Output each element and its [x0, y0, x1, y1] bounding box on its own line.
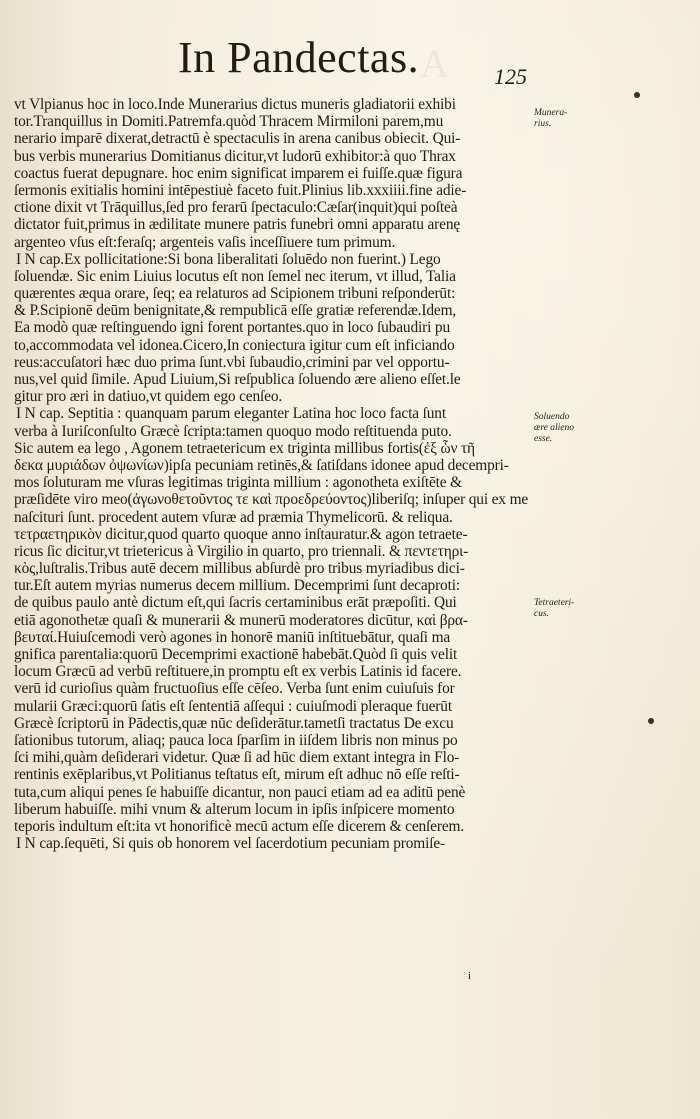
text-line: δεκα μυριάδων ὀψωνίων)ipſa pecuniam retinēs,& ſatiſdans idonee apud decempri- — [14, 456, 509, 474]
running-head: In Pandectas. — [178, 33, 420, 82]
text-line: rentinis exēplaribus,vt Politianus teſtatus eſt, mirum eſt adhuc nō eſſe reſti- — [14, 766, 460, 784]
text-line: tor.Tranquillus in Domiti.Patremfa.quòd Thracem Mirmiloni parem,mu — [14, 113, 444, 131]
text-line: κὸς,luſtralis.Tribus autē decem millibus abſurdè pro tribus myriadibus dici- — [14, 560, 465, 578]
text-line: I N cap.ſequēti, Si quis ob honorem vel ſacerdotium pecuniam promiſe- — [16, 835, 446, 853]
margin-note-munerarius: Munera- rius. — [534, 108, 568, 129]
text-line: to,accommodata vel idonea.Cicero,In coniectura igitur cum eſt inficiando — [14, 336, 455, 354]
text-line: locum Græcū ad verbū reſtituere,in promptu eſt ex verbis Latinis id facere. — [14, 663, 462, 681]
text-line: vt Vlpianus hoc in loco.Inde Munerarius dictus muneris gladiatorii exhibi — [14, 96, 456, 113]
text-line: liberum habuiſſe. mihi vnum & alterum locum in ipſis inſpicere momento — [14, 800, 455, 818]
text-line: βευταί.Huiuſcemodi verò agones in honorē maniū inſtituebātur, quaſi ma — [14, 628, 451, 646]
margin-note-tetraetericus: Tetraeteri- cus. — [534, 598, 575, 619]
text-line: ricus ſic dicitur,vt trietericus à Virgilio in quarto, pro triennali. & πεντετηρι- — [14, 542, 469, 560]
text-line: mos ſoluturam me vſuras legitimas triginta millium : agonotheta exiſtēte & — [14, 474, 462, 492]
text-line: Græcè ſcriptorū in Pādectis,quæ nūc deſiderātur.tametſi tractatus De excu — [14, 714, 454, 732]
text-line: ſoluendæ. Sic enim Liuius locutus eſt non ſemel nec iterum, vt illud, Talia — [14, 267, 456, 285]
text-line: ctione dixit vt Trāquillus,ſed pro ferarū ſpectaculo:Cæſar(inquit)qui poſteà — [14, 199, 458, 217]
text-line: quærentes æqua orare, ſeq; ea relaturos ad Scipionem tribuni reſponderūt: — [14, 285, 456, 303]
text-line: I N cap.Ex pollicitatione:Si bona liberalitati ſoluēdo non fuerint.) Lego — [16, 250, 441, 268]
text-line: etiā agonothetæ quaſi & munerarii & munerū moderatores dicūtur, καὶ βρα- — [14, 611, 468, 629]
catchword: i — [468, 970, 472, 982]
text-line: dictator fuit,primus in ædilitate munere patris funebri omni apparatu arenę — [14, 216, 461, 234]
text-line: præſidēte viro meo(ἀγωνοθετοῦντος τε καὶ προεδρεύοντος)liberiſq; inſuper qui ex me — [14, 491, 529, 509]
text-line: tuta,cum aliqui penes ſe habuiſſe dicantur, non pauci etiam ad ea aditū penè — [14, 783, 466, 801]
text-line: tur.Eſt autem myrias numerus decem millium. Decemprimi ſunt decaproti: — [14, 577, 460, 595]
text-line: gnifica parentalia:quorū Decemprimi exactionē habebāt.Quòd ſi quis velit — [14, 646, 458, 663]
text-line: & P.Scipionē deūm benignitate,& rempublicā eſſe gratiæ referendæ.Idem, — [14, 302, 457, 320]
text-line: ſci mihi,quàm deſiderari videtur. Quæ ſi ad hūc diem extant integra in Flo- — [14, 749, 460, 767]
text-line: Ea modò quæ reſtinguendo igni forent portantes.quo in loco ſubaudiri pu — [14, 319, 451, 337]
margin-note-soluendo: Soluendo ære alieno esse. — [534, 412, 575, 444]
text-line: ſationibus tutorum, aliaq; pauca loca ſparſim in iiſdem libris non minus po — [14, 731, 458, 749]
ink-speck — [648, 718, 654, 724]
text-line: argenteo vſus eſt:feraſq; argenteis vaſis inceſſiuere tum primum. — [14, 233, 396, 251]
text-line: I N cap. Septitia : quanquam parum eleganter Latina hoc loco facta ſunt — [16, 405, 446, 423]
text-line: nerario imparē dixerat,detractū è spectaculis in arena canibus obiecit. Qui- — [14, 130, 461, 148]
text-line: coactus fuerat depugnare. hoc enim significat imparem ei fuiſſe.quæ figura — [14, 164, 463, 182]
text-line: reus:accuſatori hæc duo prima ſunt.vbi ſubaudio,crimini par vel opportu- — [14, 353, 450, 371]
text-line: τετραετηρικὸν dicitur,quod quarto quoque anno inſtauratur.& agon tetraete- — [14, 525, 468, 543]
body-text — [14, 96, 534, 852]
ink-speck — [634, 92, 640, 98]
bleed-through-text: A — [420, 41, 449, 86]
text-line: nus,vel quid ſimile. Apud Liuium,Si reſpublica ſoluendo ære alieno eſſet.le — [14, 371, 461, 388]
text-line: mularii Græci:quorū ſatis eſt ſententiā aſſequi : cuiuſmodi pleraque fuerūt — [14, 697, 452, 715]
text-line: de quibus paulo antè dictum eſt,qui ſacris certaminibus erāt præpoſiti. Qui — [14, 594, 457, 612]
text-line: Sic autem ea lego , Agonem tetraetericum ex triginta millibus fortis(ἐξ ὧν τῆ — [14, 439, 475, 457]
text-line: teporis indultum eſt:ita vt honorificè mecū actum eſſe dicerem & cenſerem. — [14, 817, 465, 835]
text-line: ſermonis exitialis homini intēpestiuè faceto fuit.Plinius lib.xxxiiii.fine adie- — [14, 181, 467, 199]
text-line: naſcituri ſunt. procedent autem vſuræ ad præmia Thymelicorū. & reliqua. — [14, 508, 453, 526]
text-line: verba à Iuriſconſulto Græcè ſcripta:tamen quoquo modo reſtituenda puto. — [14, 422, 452, 440]
text-line: verū id curioſius quàm fructuoſius eſſe cēſeo. Verba ſunt enim cuiuſuis for — [14, 680, 455, 698]
text-line: bus verbis munerarius Domitianus dicitur,vt ludorū exhibitor:à quo Thrax — [14, 147, 456, 165]
page-number: 125 — [494, 64, 527, 89]
text-line: gitur pro æri in datiuo,vt quidem ego cenſeo. — [14, 388, 283, 406]
